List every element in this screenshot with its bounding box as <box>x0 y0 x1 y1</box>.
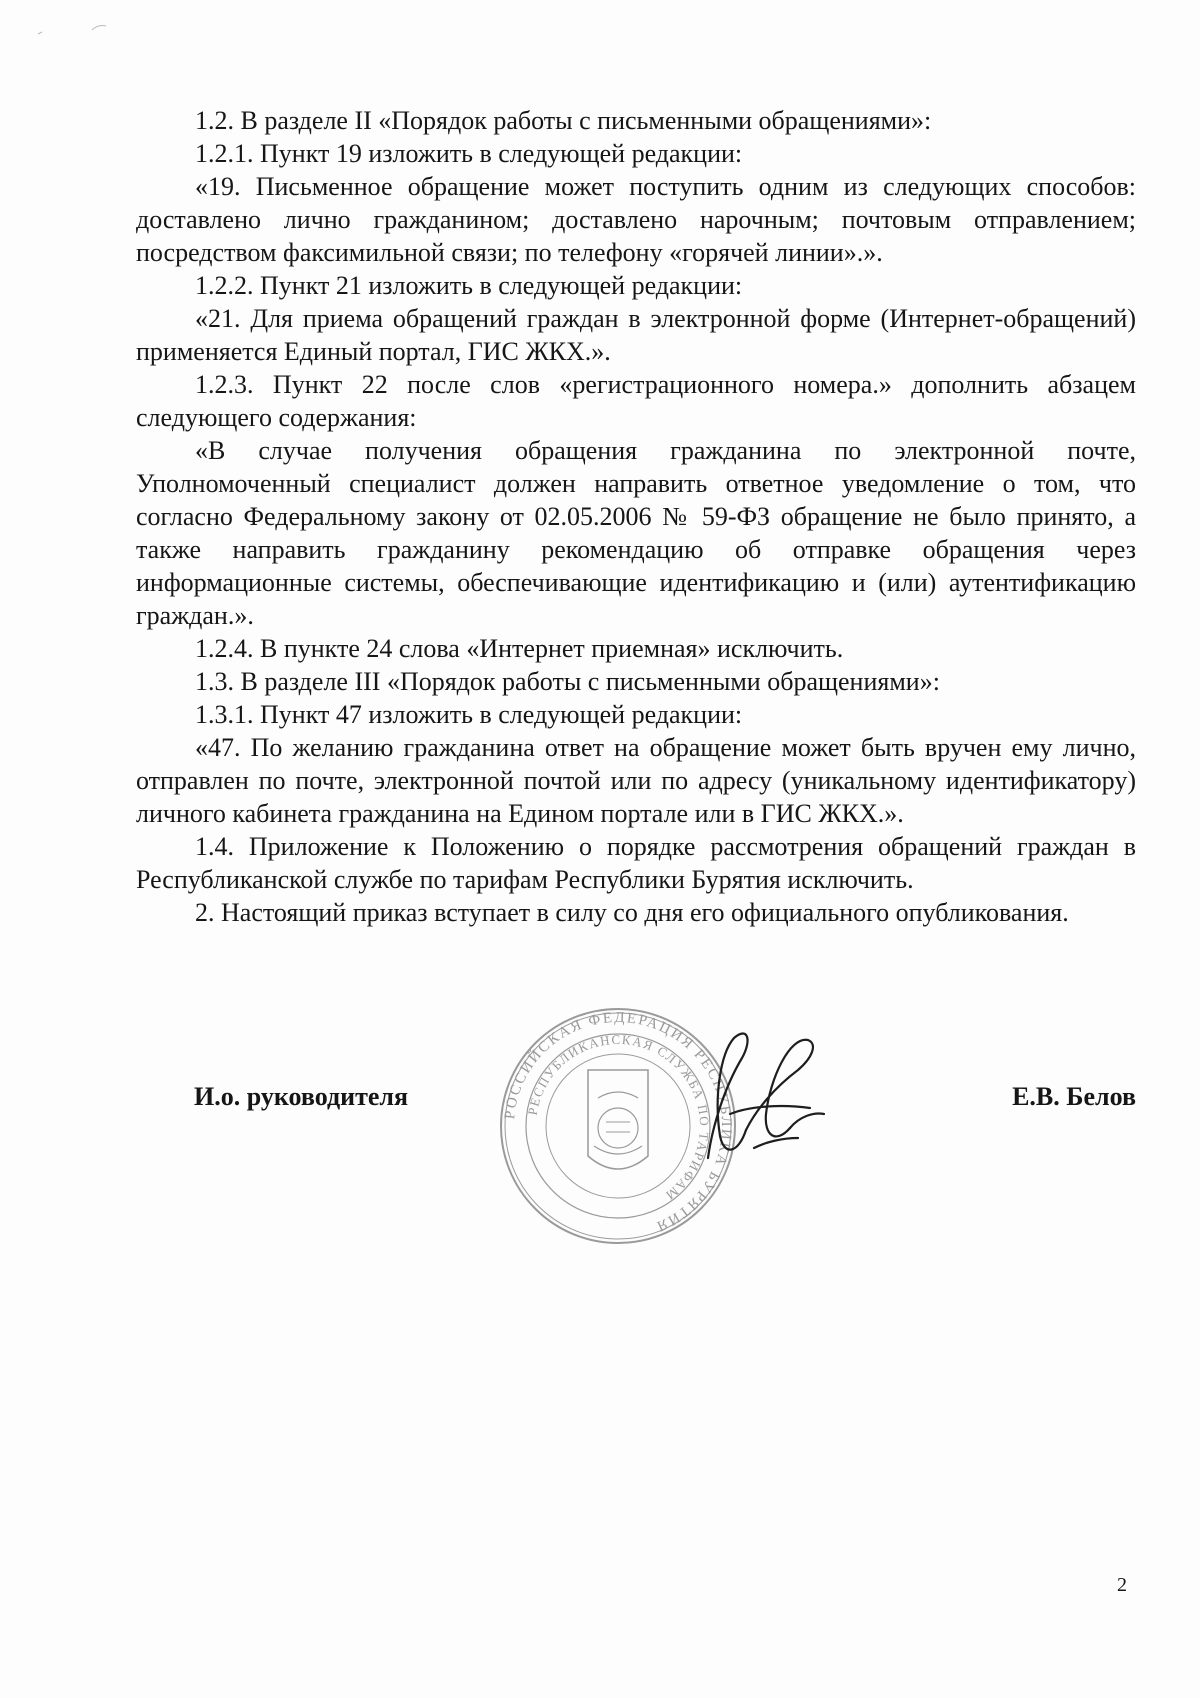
paragraph-1-2: 1.2. В разделе II «Порядок работы с письменными обращениями»: <box>195 106 932 135</box>
page-number: 2 <box>1117 1574 1127 1596</box>
svg-text:РЕСПУБЛИКАНСКАЯ СЛУЖБА ПО ТАРИ <box>525 1032 712 1204</box>
paragraph-point-22-addition: «В случае получения обращения гражданина по электронной почте, Уполномоченный специалист должен направить ответное уведомление о том, что согласно Федеральному закону от 02.05.2006 № 59-ФЗ обращение не было принято, а также направить гражданину рекомендацию об отправке обращения через информационные системы, обеспечивающие идентификацию и (или) аутентификацию граждан.». <box>136 436 1136 630</box>
paragraph-1-2-1: 1.2.1. Пункт 19 изложить в следующей редакции: <box>195 139 743 168</box>
stamp-outer-text: РОССИЙСКАЯ ФЕДЕРАЦИЯ РЕСПУБЛИКА БУРЯТИЯ <box>502 1009 735 1235</box>
scan-artifact <box>34 22 124 42</box>
paragraph-point-21: «21. Для приема обращений граждан в электронной форме (Интернет-обращений) применяется Единый портал, ГИС ЖКХ.». <box>136 304 1136 366</box>
handwritten-signature <box>690 1018 830 1168</box>
signatory-title: И.о. руководителя <box>194 1082 409 1111</box>
paragraph-1-2-4: 1.2.4. В пункте 24 слова «Интернет приемная» исключить. <box>195 634 844 663</box>
paragraph-2: 2. Настоящий приказ вступает в силу со дня его официального опубликования. <box>195 898 1069 927</box>
paragraph-point-19: «19. Письменное обращение может поступить одним из следующих способов: доставлено лично гражданином; доставлено нарочным; почтовым отправлением; посредством факсимильной связи; по телефону «горячей линии».». <box>136 172 1136 267</box>
paragraph-1-2-3: 1.2.3. Пункт 22 после слов «регистрационного номера.» дополнить абзацем следующего содержания: <box>136 370 1136 432</box>
document-body <box>136 104 1136 929</box>
stamp-inner-text: РЕСПУБЛИКАНСКАЯ СЛУЖБА ПО ТАРИФАМ <box>524 1031 713 1204</box>
paragraph-1-3: 1.3. В разделе III «Порядок работы с письменными обращениями»: <box>195 667 940 696</box>
paragraph-1-2-2: 1.2.2. Пункт 21 изложить в следующей редакции: <box>195 271 743 300</box>
paragraph-1-3-1: 1.3.1. Пункт 47 изложить в следующей редакции: <box>195 700 743 729</box>
paragraph-1-4: 1.4. Приложение к Положению о порядке рассмотрения обращений граждан в Республиканской службе по тарифам Республики Бурятия исключить. <box>136 832 1136 894</box>
paragraph-point-47: «47. По желанию гражданина ответ на обращение может быть вручен ему лично, отправлен по почте, электронной почтой или по адресу (уникальному идентификатору) личного кабинета гражданина на Едином портале или в ГИС ЖКХ.». <box>136 733 1136 828</box>
signatory-name: Е.В. Белов <box>1012 1082 1136 1111</box>
